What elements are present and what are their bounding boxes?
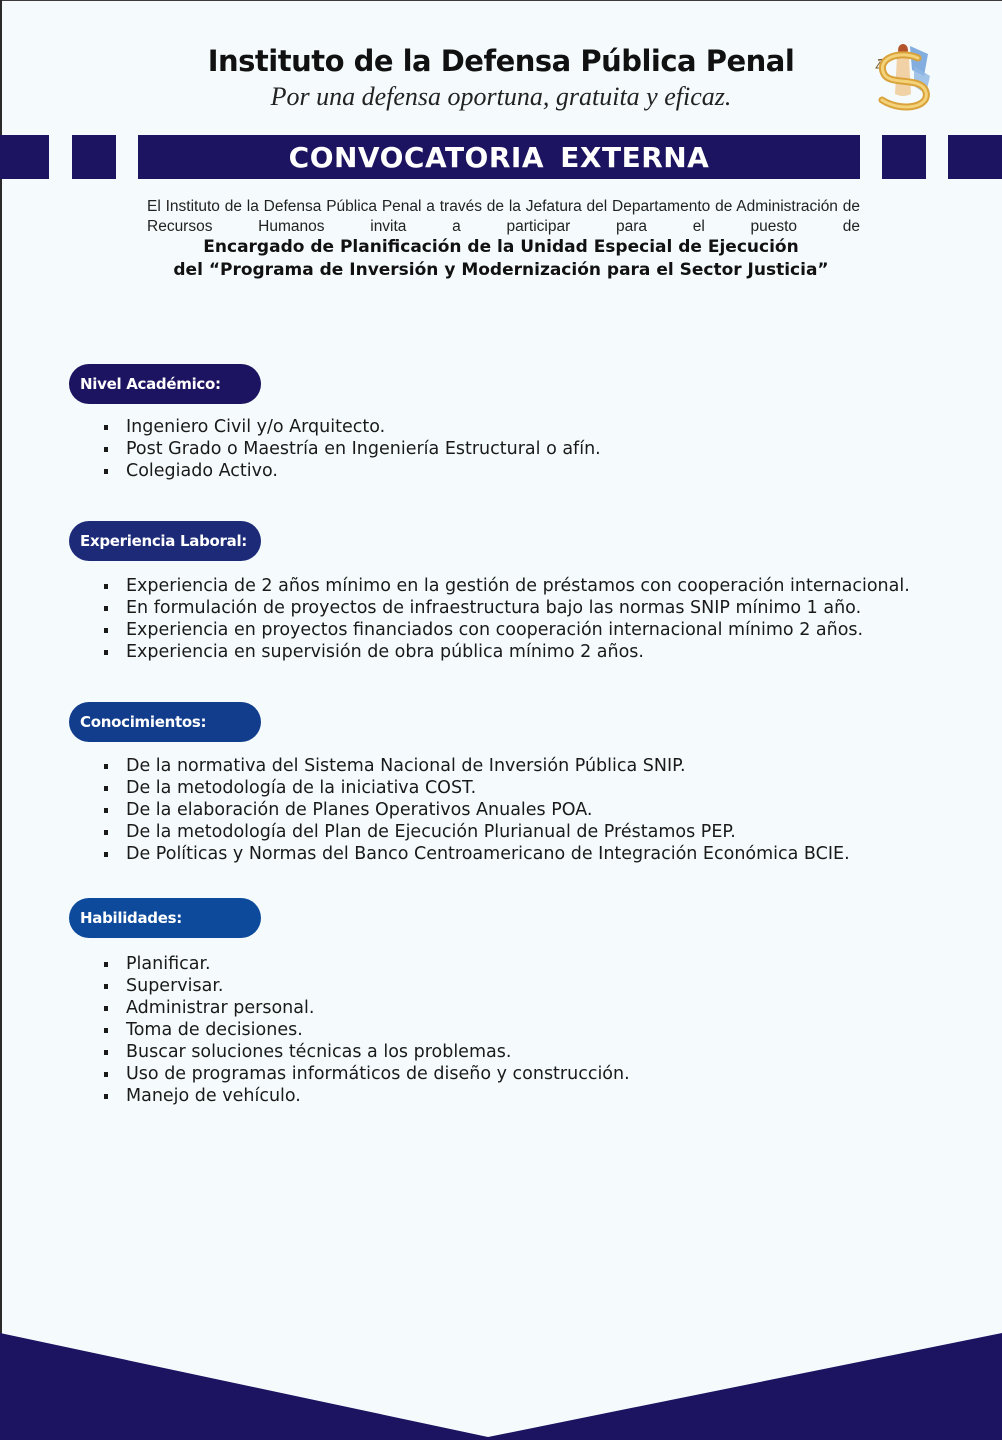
list-conocimientos xyxy=(104,755,850,865)
list-item-text: Uso de programas informáticos de diseño y construcción. xyxy=(126,1064,630,1084)
square-bullet-icon xyxy=(104,808,108,813)
list-item xyxy=(104,799,850,821)
square-bullet-icon xyxy=(104,584,108,589)
square-bullet-icon xyxy=(104,764,108,769)
list-item-text: De la elaboración de Planes Operativos Anuales POA. xyxy=(126,800,593,820)
page-border-top xyxy=(0,0,1002,1)
position-title xyxy=(0,236,1002,282)
institution-title: Instituto de la Defensa Pública Penal xyxy=(207,44,795,78)
institution-tagline: Por una defensa oportuna, gratuita y eficaz. xyxy=(270,82,732,111)
list-item xyxy=(104,821,850,843)
list-item xyxy=(104,997,630,1019)
position-title-line: del “Programa de Inversión y Modernización para el Sector Justicia” xyxy=(173,260,829,280)
list-item xyxy=(104,416,601,438)
section-label-habilidades: Habilidades: xyxy=(69,898,261,938)
square-bullet-icon xyxy=(104,830,108,835)
section-label-experiencia-laboral: Experiencia Laboral: xyxy=(69,521,261,561)
list-item xyxy=(104,438,601,460)
square-bullet-icon xyxy=(104,1028,108,1033)
banner-decor-block xyxy=(72,135,116,179)
square-bullet-icon xyxy=(104,1006,108,1011)
page-border-left xyxy=(0,0,2,1335)
list-item-text: Supervisar. xyxy=(126,976,224,996)
list-item-text: Experiencia en proyectos financiados con cooperación internacional mínimo 2 años. xyxy=(126,620,864,640)
square-bullet-icon xyxy=(104,852,108,857)
list-item xyxy=(104,1019,630,1041)
institution-emblem-icon xyxy=(870,36,938,116)
square-bullet-icon xyxy=(104,628,108,633)
list-item xyxy=(104,575,910,597)
list-item xyxy=(104,777,850,799)
list-item xyxy=(104,755,850,777)
section-label-conocimientos: Conocimientos: xyxy=(69,702,261,742)
list-item-text: En formulación de proyectos de infraestructura bajo las normas SNIP mínimo 1 año. xyxy=(126,598,862,618)
list-item xyxy=(104,975,630,997)
list-item xyxy=(104,597,910,619)
list-item-text: Buscar soluciones técnicas a los problemas. xyxy=(126,1042,512,1062)
list-item-text: Post Grado o Maestría en Ingeniería Estructural o afín. xyxy=(126,439,601,459)
list-item xyxy=(104,619,910,641)
list-item xyxy=(104,953,630,975)
list-item-text: Manejo de vehículo. xyxy=(126,1086,301,1106)
banner-decor-block xyxy=(882,135,926,179)
list-item-text: Experiencia de 2 años mínimo en la gestión de préstamos con cooperación internacional. xyxy=(126,576,910,596)
square-bullet-icon xyxy=(104,1072,108,1077)
square-bullet-icon xyxy=(104,1050,108,1055)
list-item-text: Experiencia en supervisión de obra pública mínimo 2 años. xyxy=(126,642,644,662)
list-item-text: De la metodología de la iniciativa COST. xyxy=(126,778,477,798)
banner-title: CONVOCATORIA EXTERNA xyxy=(288,140,710,174)
list-experiencia-laboral xyxy=(104,575,910,663)
list-item xyxy=(104,1063,630,1085)
list-item-text: Colegiado Activo. xyxy=(126,461,278,481)
square-bullet-icon xyxy=(104,984,108,989)
list-nivel-academico xyxy=(104,416,601,482)
list-item xyxy=(104,843,850,865)
position-title-line: Encargado de Planificación de la Unidad Especial de Ejecución xyxy=(203,237,799,257)
list-habilidades xyxy=(104,953,630,1107)
list-item-text: De Políticas y Normas del Banco Centroamericano de Integración Económica BCIE. xyxy=(126,844,850,864)
list-item-text: Toma de decisiones. xyxy=(126,1020,303,1040)
list-item-text: Planificar. xyxy=(126,954,211,974)
square-bullet-icon xyxy=(104,786,108,791)
section-label-nivel-academico: Nivel Académico: xyxy=(69,364,261,404)
square-bullet-icon xyxy=(104,1094,108,1099)
list-item-text: Ingeniero Civil y/o Arquitecto. xyxy=(126,417,386,437)
square-bullet-icon xyxy=(104,469,108,474)
list-item xyxy=(104,1085,630,1107)
square-bullet-icon xyxy=(104,447,108,452)
banner-decor-block xyxy=(0,135,49,179)
banner-decor-block xyxy=(948,135,1002,179)
list-item-text: De la normativa del Sistema Nacional de Inversión Pública SNIP. xyxy=(126,756,686,776)
square-bullet-icon xyxy=(104,650,108,655)
footer-chevron-band xyxy=(0,1330,1002,1440)
list-item xyxy=(104,1041,630,1063)
intro-paragraph: El Instituto de la Defensa Pública Penal a través de la Jefatura del Departamento de Administración de Recursos Humanos invita a participar para el puesto de xyxy=(147,198,860,235)
banner xyxy=(138,135,860,179)
list-item xyxy=(104,641,910,663)
square-bullet-icon xyxy=(104,606,108,611)
square-bullet-icon xyxy=(104,962,108,967)
list-item-text: Administrar personal. xyxy=(126,998,315,1018)
square-bullet-icon xyxy=(104,425,108,430)
list-item-text: De la metodología del Plan de Ejecución Plurianual de Préstamos PEP. xyxy=(126,822,736,842)
list-item xyxy=(104,460,601,482)
